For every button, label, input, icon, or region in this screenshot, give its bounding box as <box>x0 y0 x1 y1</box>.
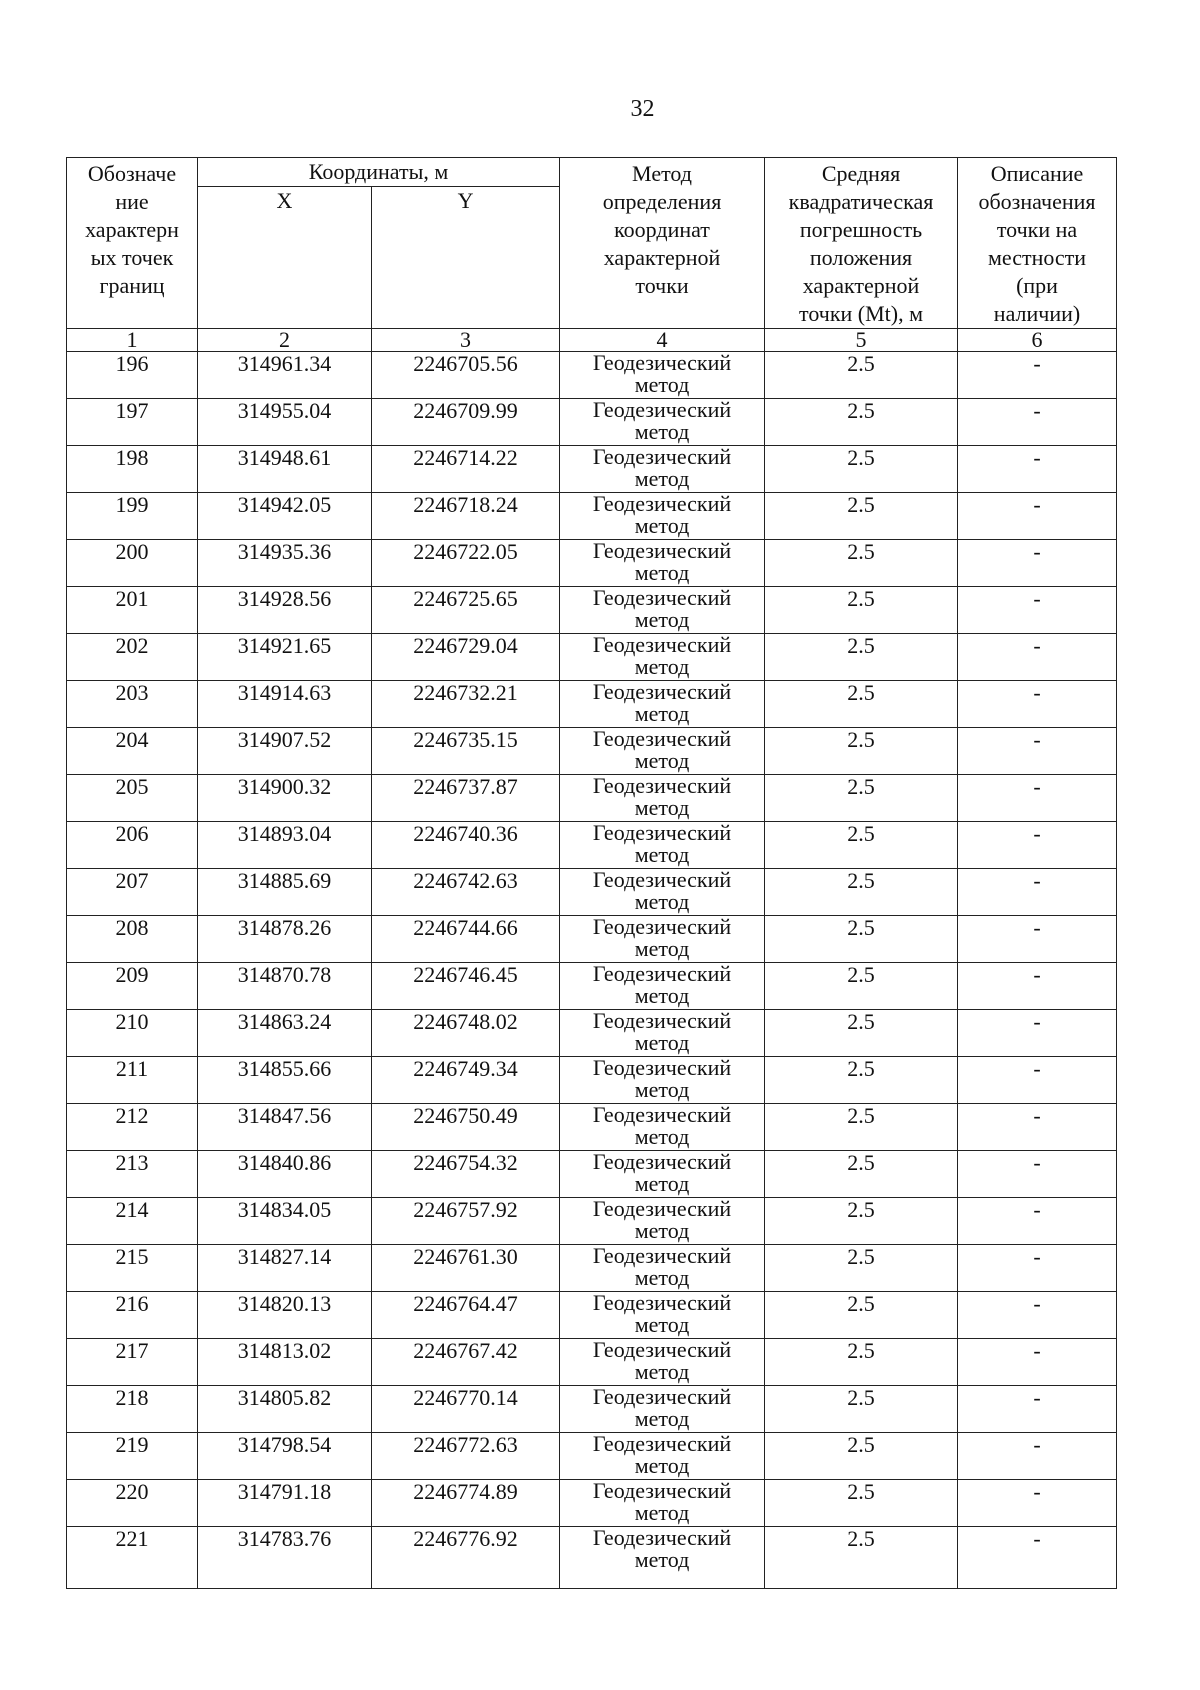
method-cell <box>560 1245 765 1292</box>
table-row <box>67 916 1117 963</box>
table-row <box>67 728 1117 775</box>
method-line: Геодезический <box>592 820 732 845</box>
y-cell: 2246744.66 <box>372 916 560 963</box>
point-cell: 220 <box>67 1480 198 1527</box>
x-cell: 314783.76 <box>198 1527 372 1589</box>
y-cell: 2246735.15 <box>372 728 560 775</box>
description-cell: - <box>958 1198 1117 1245</box>
x-cell: 314955.04 <box>198 399 372 446</box>
method-header <box>560 158 765 329</box>
y-cell: 2246732.21 <box>372 681 560 728</box>
method-line: метод <box>634 889 690 914</box>
method-line: Геодезический <box>592 914 732 939</box>
mt-cell: 2.5 <box>765 681 958 728</box>
point-cell: 219 <box>67 1433 198 1480</box>
description-header-line: обозначения <box>978 189 1096 214</box>
method-line: Геодезический <box>592 1149 732 1174</box>
description-cell: - <box>958 1386 1117 1433</box>
method-line: метод <box>634 513 690 538</box>
mt-cell: 2.5 <box>765 1386 958 1433</box>
point-cell: 216 <box>67 1292 198 1339</box>
designation-header-line: Обозначе <box>87 161 177 186</box>
column-number: 5 <box>765 329 958 352</box>
point-cell: 196 <box>67 352 198 399</box>
method-line: Геодезический <box>592 1478 732 1503</box>
x-cell: 314921.65 <box>198 634 372 681</box>
table-row <box>67 587 1117 634</box>
designation-header-line: характерн <box>85 217 179 242</box>
method-cell <box>560 822 765 869</box>
method-line: Геодезический <box>592 1008 732 1033</box>
table-row <box>67 1010 1117 1057</box>
point-cell: 207 <box>67 869 198 916</box>
x-cell: 314863.24 <box>198 1010 372 1057</box>
x-cell: 314870.78 <box>198 963 372 1010</box>
method-cell <box>560 540 765 587</box>
description-cell: - <box>958 540 1117 587</box>
method-cell <box>560 1151 765 1198</box>
point-cell: 221 <box>67 1527 198 1589</box>
y-cell: 2246748.02 <box>372 1010 560 1057</box>
point-cell: 201 <box>67 587 198 634</box>
method-cell <box>560 869 765 916</box>
table-row <box>67 681 1117 728</box>
designation-header-line: границ <box>99 273 165 298</box>
y-cell: 2246722.05 <box>372 540 560 587</box>
y-cell: 2246714.22 <box>372 446 560 493</box>
y-cell: 2246746.45 <box>372 963 560 1010</box>
description-header-line: точки на <box>996 217 1078 242</box>
column-number: 6 <box>958 329 1117 352</box>
mt-cell: 2.5 <box>765 1339 958 1386</box>
x-cell: 314885.69 <box>198 869 372 916</box>
mt-cell: 2.5 <box>765 822 958 869</box>
method-line: Геодезический <box>592 444 732 469</box>
point-cell: 218 <box>67 1386 198 1433</box>
method-line: Геодезический <box>592 1525 732 1550</box>
method-cell <box>560 1433 765 1480</box>
method-line: метод <box>634 1077 690 1102</box>
table-row <box>67 963 1117 1010</box>
method-line: Геодезический <box>592 1431 732 1456</box>
point-cell: 197 <box>67 399 198 446</box>
y-cell: 2246761.30 <box>372 1245 560 1292</box>
table-row <box>67 1104 1117 1151</box>
mt-cell: 2.5 <box>765 775 958 822</box>
method-line: метод <box>634 1265 690 1290</box>
method-header-line: координат <box>614 217 710 242</box>
description-cell: - <box>958 1292 1117 1339</box>
point-cell: 212 <box>67 1104 198 1151</box>
description-cell: - <box>958 587 1117 634</box>
y-cell: 2246742.63 <box>372 869 560 916</box>
method-line: Геодезический <box>592 1055 732 1080</box>
x-cell: 314914.63 <box>198 681 372 728</box>
y-cell: 2246709.99 <box>372 399 560 446</box>
method-cell <box>560 1386 765 1433</box>
y-cell: 2246754.32 <box>372 1151 560 1198</box>
method-line: метод <box>634 1312 690 1337</box>
x-cell: 314820.13 <box>198 1292 372 1339</box>
method-line: метод <box>634 795 690 820</box>
column-number: 4 <box>560 329 765 352</box>
method-line: Геодезический <box>592 1243 732 1268</box>
y-cell: 2246718.24 <box>372 493 560 540</box>
table-row <box>67 1057 1117 1104</box>
mt-cell: 2.5 <box>765 963 958 1010</box>
column-number: 1 <box>67 329 198 352</box>
y-cell: 2246740.36 <box>372 822 560 869</box>
x-cell: 314798.54 <box>198 1433 372 1480</box>
method-line: Геодезический <box>592 1384 732 1409</box>
y-cell: 2246774.89 <box>372 1480 560 1527</box>
x-cell: 314840.86 <box>198 1151 372 1198</box>
description-cell: - <box>958 352 1117 399</box>
method-cell <box>560 1527 765 1589</box>
point-cell: 213 <box>67 1151 198 1198</box>
method-cell <box>560 916 765 963</box>
table-body <box>67 352 1117 1589</box>
x-cell: 314935.36 <box>198 540 372 587</box>
method-header-line: определения <box>602 189 722 214</box>
method-line: метод <box>634 419 690 444</box>
designation-header-line: ых точек <box>90 245 174 270</box>
mt-cell: 2.5 <box>765 446 958 493</box>
mt-cell: 2.5 <box>765 728 958 775</box>
description-cell: - <box>958 1151 1117 1198</box>
x-cell: 314834.05 <box>198 1198 372 1245</box>
method-line: метод <box>634 1171 690 1196</box>
table-row <box>67 869 1117 916</box>
point-cell: 204 <box>67 728 198 775</box>
y-cell: 2246729.04 <box>372 634 560 681</box>
boundary-points-table <box>66 157 1117 1589</box>
error-header-line: точки (Mt), м <box>799 301 924 326</box>
mt-cell: 2.5 <box>765 634 958 681</box>
mt-cell: 2.5 <box>765 1245 958 1292</box>
y-cell: 2246749.34 <box>372 1057 560 1104</box>
x-cell: 314907.52 <box>198 728 372 775</box>
mt-cell: 2.5 <box>765 1433 958 1480</box>
method-line: Геодезический <box>592 350 732 375</box>
x-cell: 314878.26 <box>198 916 372 963</box>
description-header-line: Описание <box>990 161 1084 186</box>
point-cell: 199 <box>67 493 198 540</box>
method-cell <box>560 963 765 1010</box>
method-line: метод <box>634 607 690 632</box>
description-cell: - <box>958 869 1117 916</box>
error-header <box>765 158 958 329</box>
point-cell: 203 <box>67 681 198 728</box>
point-cell: 211 <box>67 1057 198 1104</box>
y-cell: 2246776.92 <box>372 1527 560 1589</box>
x-cell: 314961.34 <box>198 352 372 399</box>
method-line: метод <box>634 1359 690 1384</box>
table-row <box>67 1151 1117 1198</box>
x-header: X <box>198 187 372 329</box>
point-cell: 205 <box>67 775 198 822</box>
table-row <box>67 1292 1117 1339</box>
table-row <box>67 775 1117 822</box>
method-line: метод <box>634 560 690 585</box>
point-cell: 214 <box>67 1198 198 1245</box>
method-header-line: точки <box>635 273 689 298</box>
description-cell: - <box>958 1245 1117 1292</box>
mt-cell: 2.5 <box>765 1151 958 1198</box>
x-cell: 314855.66 <box>198 1057 372 1104</box>
point-cell: 217 <box>67 1339 198 1386</box>
method-line: Геодезический <box>592 1337 732 1362</box>
method-cell <box>560 681 765 728</box>
method-cell <box>560 1292 765 1339</box>
description-header-line: (при <box>1016 273 1058 298</box>
table-row <box>67 822 1117 869</box>
page-number: 32 <box>630 96 655 122</box>
method-cell <box>560 634 765 681</box>
table-row <box>67 399 1117 446</box>
method-line: метод <box>634 748 690 773</box>
description-header-line: местности <box>987 245 1087 270</box>
table-row <box>67 1386 1117 1433</box>
description-cell: - <box>958 634 1117 681</box>
table-row <box>67 352 1117 399</box>
mt-cell: 2.5 <box>765 399 958 446</box>
mt-cell: 2.5 <box>765 540 958 587</box>
method-line: метод <box>634 1030 690 1055</box>
description-cell: - <box>958 399 1117 446</box>
method-cell <box>560 446 765 493</box>
description-cell: - <box>958 1057 1117 1104</box>
method-header-line: характерной <box>603 245 721 270</box>
method-line: Геодезический <box>592 1196 732 1221</box>
x-cell: 314893.04 <box>198 822 372 869</box>
error-header-line: квадратическая <box>788 189 934 214</box>
error-header-line: Средняя <box>821 161 901 186</box>
point-cell: 215 <box>67 1245 198 1292</box>
table-row <box>67 1245 1117 1292</box>
method-line: метод <box>634 1500 690 1525</box>
method-line: метод <box>634 1124 690 1149</box>
mt-cell: 2.5 <box>765 1292 958 1339</box>
y-header: Y <box>372 187 560 329</box>
description-header-line: наличии) <box>993 301 1081 326</box>
method-cell <box>560 1339 765 1386</box>
designation-header-line: ние <box>115 189 149 214</box>
method-cell <box>560 1104 765 1151</box>
point-cell: 208 <box>67 916 198 963</box>
description-cell: - <box>958 493 1117 540</box>
point-cell: 200 <box>67 540 198 587</box>
description-cell: - <box>958 681 1117 728</box>
method-line: метод <box>634 466 690 491</box>
x-cell: 314928.56 <box>198 587 372 634</box>
table-row <box>67 1198 1117 1245</box>
method-line: метод <box>634 1547 690 1572</box>
designation-header <box>67 158 198 329</box>
point-cell: 206 <box>67 822 198 869</box>
method-header-line: Метод <box>632 161 692 186</box>
method-cell <box>560 775 765 822</box>
mt-cell: 2.5 <box>765 352 958 399</box>
method-cell <box>560 493 765 540</box>
y-cell: 2246757.92 <box>372 1198 560 1245</box>
mt-cell: 2.5 <box>765 1010 958 1057</box>
method-cell <box>560 1480 765 1527</box>
description-cell: - <box>958 822 1117 869</box>
y-cell: 2246705.56 <box>372 352 560 399</box>
description-cell: - <box>958 1010 1117 1057</box>
point-cell: 198 <box>67 446 198 493</box>
point-cell: 210 <box>67 1010 198 1057</box>
table-row <box>67 634 1117 681</box>
coordinates-header: Координаты, м <box>198 158 560 187</box>
mt-cell: 2.5 <box>765 1057 958 1104</box>
y-cell: 2246764.47 <box>372 1292 560 1339</box>
description-cell: - <box>958 1433 1117 1480</box>
mt-cell: 2.5 <box>765 1480 958 1527</box>
error-header-line: положения <box>809 245 913 270</box>
column-number: 3 <box>372 329 560 352</box>
method-line: метод <box>634 983 690 1008</box>
error-header-line: погрешность <box>799 217 923 242</box>
table-row <box>67 1339 1117 1386</box>
method-line: метод <box>634 1406 690 1431</box>
method-line: метод <box>634 372 690 397</box>
y-cell: 2246767.42 <box>372 1339 560 1386</box>
method-line: Геодезический <box>592 867 732 892</box>
mt-cell: 2.5 <box>765 1104 958 1151</box>
method-line: Геодезический <box>592 1290 732 1315</box>
method-cell <box>560 352 765 399</box>
method-cell <box>560 728 765 775</box>
method-line: Геодезический <box>592 726 732 751</box>
y-cell: 2246737.87 <box>372 775 560 822</box>
method-line: метод <box>634 842 690 867</box>
method-line: Геодезический <box>592 538 732 563</box>
method-line: метод <box>634 654 690 679</box>
description-cell: - <box>958 1527 1117 1589</box>
mt-cell: 2.5 <box>765 587 958 634</box>
method-line: метод <box>634 1218 690 1243</box>
mt-cell: 2.5 <box>765 1527 958 1589</box>
point-cell: 209 <box>67 963 198 1010</box>
mt-cell: 2.5 <box>765 1198 958 1245</box>
description-cell: - <box>958 446 1117 493</box>
table-row <box>67 1433 1117 1480</box>
x-cell: 314813.02 <box>198 1339 372 1386</box>
y-cell: 2246770.14 <box>372 1386 560 1433</box>
point-cell: 202 <box>67 634 198 681</box>
method-line: метод <box>634 936 690 961</box>
x-cell: 314847.56 <box>198 1104 372 1151</box>
method-cell <box>560 587 765 634</box>
method-cell <box>560 399 765 446</box>
description-cell: - <box>958 1104 1117 1151</box>
method-line: метод <box>634 1453 690 1478</box>
description-cell: - <box>958 728 1117 775</box>
mt-cell: 2.5 <box>765 869 958 916</box>
method-line: Геодезический <box>592 585 732 610</box>
table-row <box>67 493 1117 540</box>
method-cell <box>560 1057 765 1104</box>
table-row <box>67 446 1117 493</box>
table-row <box>67 1480 1117 1527</box>
method-cell <box>560 1198 765 1245</box>
method-line: Геодезический <box>592 961 732 986</box>
description-cell: - <box>958 963 1117 1010</box>
method-line: метод <box>634 701 690 726</box>
description-cell: - <box>958 1480 1117 1527</box>
method-line: Геодезический <box>592 491 732 516</box>
x-cell: 314900.32 <box>198 775 372 822</box>
method-line: Геодезический <box>592 632 732 657</box>
y-cell: 2246772.63 <box>372 1433 560 1480</box>
x-cell: 314942.05 <box>198 493 372 540</box>
x-cell: 314948.61 <box>198 446 372 493</box>
x-cell: 314805.82 <box>198 1386 372 1433</box>
x-cell: 314791.18 <box>198 1480 372 1527</box>
method-line: Геодезический <box>592 773 732 798</box>
mt-cell: 2.5 <box>765 916 958 963</box>
x-cell: 314827.14 <box>198 1245 372 1292</box>
error-header-line: характерной <box>802 273 920 298</box>
description-cell: - <box>958 916 1117 963</box>
description-cell: - <box>958 775 1117 822</box>
mt-cell: 2.5 <box>765 493 958 540</box>
y-cell: 2246725.65 <box>372 587 560 634</box>
y-cell: 2246750.49 <box>372 1104 560 1151</box>
method-cell <box>560 1010 765 1057</box>
method-line: Геодезический <box>592 1102 732 1127</box>
description-cell: - <box>958 1339 1117 1386</box>
table-row <box>67 540 1117 587</box>
method-line: Геодезический <box>592 679 732 704</box>
table-row <box>67 1527 1117 1589</box>
column-number: 2 <box>198 329 372 352</box>
description-header <box>958 158 1117 329</box>
method-line: Геодезический <box>592 397 732 422</box>
